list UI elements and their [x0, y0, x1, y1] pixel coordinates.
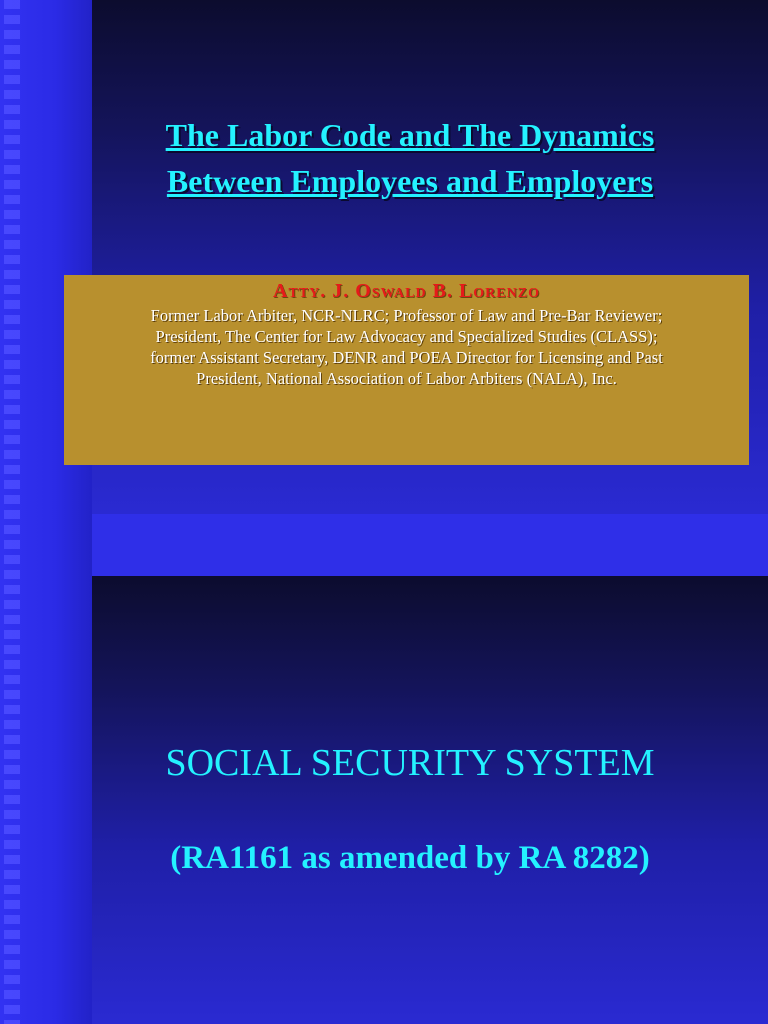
bio-line-2: President, The Center for Law Advocacy and Specialized Studies (CLASS); [155, 327, 658, 346]
bio-line-1: Former Labor Arbiter, NCR-NLRC; Professor of Law and Pre-Bar Reviewer; [150, 306, 663, 325]
slide-2 [92, 576, 768, 1024]
bio-line-3: former Assistant Secretary, DENR and POEA Director for Licensing and Past [150, 348, 663, 367]
author-info-box [64, 275, 749, 465]
slide-1-title [92, 112, 728, 204]
author-name: Atty. J. Oswald B. Lorenzo [273, 280, 540, 302]
bio-line-4: President, National Association of Labor Arbiters (NALA), Inc. [196, 369, 617, 388]
slide-gap [92, 514, 768, 576]
side-decor-strip [0, 0, 92, 1024]
title-line-1: The Labor Code and The Dynamics [165, 117, 655, 153]
slide-2-heading: SOCIAL SECURITY SYSTEM [165, 742, 655, 784]
title-line-2: Between Employees and Employers [166, 163, 654, 199]
slide-2-subheading: (RA1161 as amended by RA 8282) [170, 840, 650, 876]
author-bio [72, 305, 741, 389]
side-squares-decor [4, 0, 20, 1024]
